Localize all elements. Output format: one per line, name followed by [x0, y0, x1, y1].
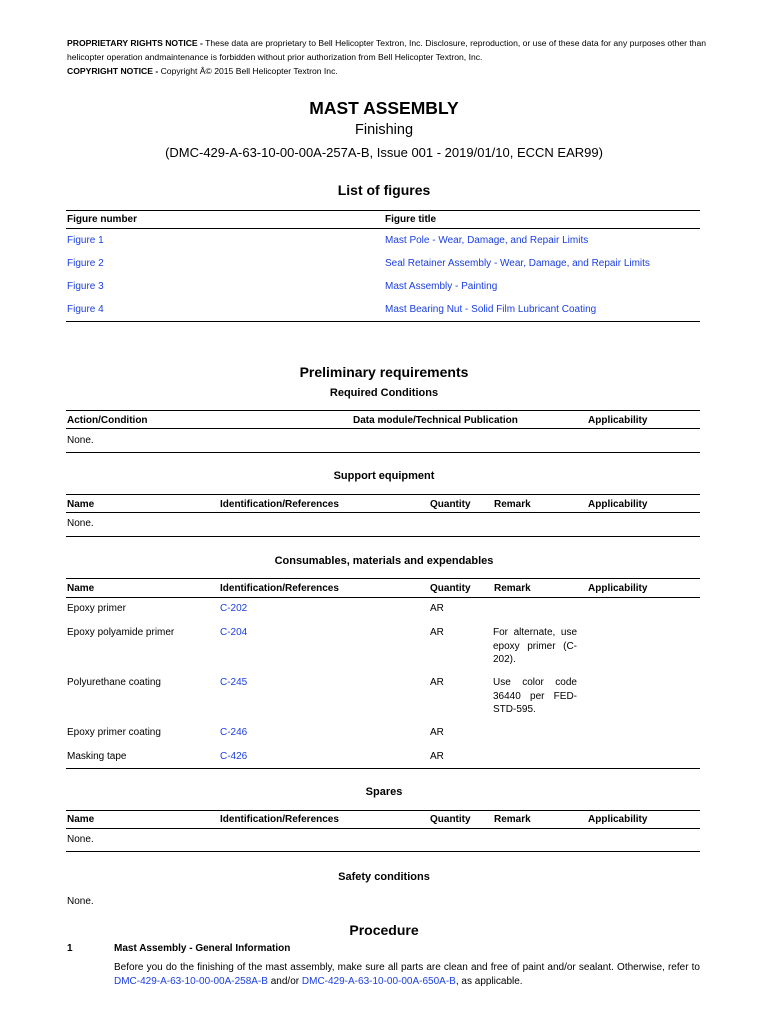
applicability-header: Applicability	[588, 814, 648, 825]
figure-title-link[interactable]: Mast Assembly - Painting	[385, 281, 498, 292]
applicability-header: Applicability	[588, 415, 648, 426]
consumable-ref-link[interactable]: C-245	[220, 677, 248, 688]
copyright-text: Copyright Â© 2015 Bell Helicopter Textron Inc.	[158, 66, 338, 76]
proprietary-text: These data are proprietary to Bell Helicopter Textron, Inc. Disclosure, reproduction, or use of these data for any purposes other than helicopter operation andmaintenance is forbidden without prior authorization from Bell Helicopter Textron, Inc.	[67, 38, 707, 62]
safety-conditions-heading: Safety conditions	[338, 871, 430, 883]
consumable-qty: AR	[430, 603, 444, 614]
figure-title-link[interactable]: Mast Bearing Nut - Solid Film Lubricant Coating	[385, 304, 597, 315]
divider	[66, 828, 700, 829]
dmc-identifier: (DMC-429-A-63-10-00-00A-257A-B, Issue 001 - 2019/01/10, ECCN EAR99)	[165, 145, 603, 160]
consumable-name: Epoxy primer coating	[67, 727, 161, 738]
remark-header: Remark	[494, 814, 531, 825]
figure-link[interactable]: Figure 3	[67, 281, 104, 292]
spares-heading: Spares	[365, 786, 403, 798]
page-title: MAST ASSEMBLY	[309, 98, 459, 118]
name-header: Name	[67, 583, 95, 594]
action-condition-header: Action/Condition	[67, 415, 148, 426]
divider	[66, 410, 700, 411]
divider	[66, 228, 700, 229]
ident-header: Identification/References	[220, 583, 339, 594]
figures-heading: List of figures	[337, 182, 431, 198]
proprietary-label: PROPRIETARY RIGHTS NOTICE -	[67, 38, 203, 48]
figure-link[interactable]: Figure 2	[67, 258, 104, 269]
paragraph-text: Before you do the finishing of the mast assembly, make sure all parts are clean and free of paint and/or sealant. Otherwise, refer to	[114, 962, 700, 973]
remark-header: Remark	[494, 583, 531, 594]
figure-link[interactable]: Figure 1	[67, 235, 104, 246]
step-number: 1	[67, 943, 73, 954]
copyright-label: COPYRIGHT NOTICE -	[67, 66, 159, 76]
ident-header: Identification/References	[220, 814, 339, 825]
divider	[66, 536, 700, 537]
consumable-ref-link[interactable]: C-246	[220, 727, 248, 738]
divider	[66, 578, 700, 579]
figure-title-header: Figure title	[385, 214, 437, 225]
divider	[66, 597, 700, 598]
support-equipment-heading: Support equipment	[333, 470, 435, 482]
consumable-remark: For alternate, use epoxy primer (C-202).	[493, 627, 577, 665]
consumable-remark: Use color code 36440 per FED-STD-595.	[493, 677, 577, 715]
divider	[66, 428, 700, 429]
procedure-heading: Procedure	[349, 922, 419, 938]
divider	[66, 512, 700, 513]
required-conditions-heading: Required Conditions	[329, 387, 439, 399]
dmc-link[interactable]: DMC-429-A-63-10-00-00A-650A-B	[301, 976, 456, 987]
quantity-header: Quantity	[430, 499, 471, 510]
quantity-header: Quantity	[430, 583, 471, 594]
figure-title-link[interactable]: Seal Retainer Assembly - Wear, Damage, and Repair Limits	[385, 258, 650, 269]
consumable-ref-link[interactable]: C-426	[220, 751, 248, 762]
remark-header: Remark	[494, 499, 531, 510]
name-header: Name	[67, 814, 95, 825]
dmc-link[interactable]: DMC-429-A-63-10-00-00A-258A-B	[114, 976, 268, 987]
consumable-qty: AR	[430, 677, 444, 688]
divider	[66, 494, 700, 495]
prelim-heading: Preliminary requirements	[299, 364, 469, 380]
consumable-ref-link[interactable]: C-204	[220, 627, 248, 638]
consumable-qty: AR	[430, 727, 444, 738]
figure-number-header: Figure number	[67, 214, 138, 225]
none-text: None.	[67, 518, 94, 529]
divider	[66, 768, 700, 769]
step-paragraph	[114, 961, 700, 989]
data-module-header: Data module/Technical Publication	[353, 415, 518, 426]
consumable-name: Epoxy primer	[67, 603, 126, 614]
divider	[66, 452, 700, 453]
applicability-header: Applicability	[588, 583, 648, 594]
consumable-ref-link[interactable]: C-202	[220, 603, 248, 614]
none-text: None.	[67, 834, 94, 845]
figure-title-link[interactable]: Mast Pole - Wear, Damage, and Repair Limits	[385, 235, 589, 246]
step-title: Mast Assembly - General Information	[114, 943, 291, 954]
consumable-name: Epoxy polyamide primer	[67, 627, 175, 638]
consumable-qty: AR	[430, 751, 444, 762]
page-subtitle: Finishing	[354, 122, 414, 138]
consumables-heading: Consumables, materials and expendables	[274, 555, 494, 567]
consumable-name: Masking tape	[67, 751, 127, 762]
consumable-qty: AR	[430, 627, 444, 638]
paragraph-text: , as applicable.	[455, 976, 523, 987]
ident-header: Identification/References	[220, 499, 339, 510]
none-text: None.	[67, 435, 94, 446]
name-header: Name	[67, 499, 95, 510]
proprietary-notice	[67, 36, 707, 78]
figure-link[interactable]: Figure 4	[67, 304, 104, 315]
none-text: None.	[67, 896, 94, 907]
applicability-header: Applicability	[588, 499, 648, 510]
divider	[66, 810, 700, 811]
consumable-name: Polyurethane coating	[67, 677, 161, 688]
divider	[66, 321, 700, 322]
divider	[66, 851, 700, 852]
quantity-header: Quantity	[430, 814, 471, 825]
divider	[66, 210, 700, 211]
paragraph-text: and/or	[267, 976, 302, 987]
